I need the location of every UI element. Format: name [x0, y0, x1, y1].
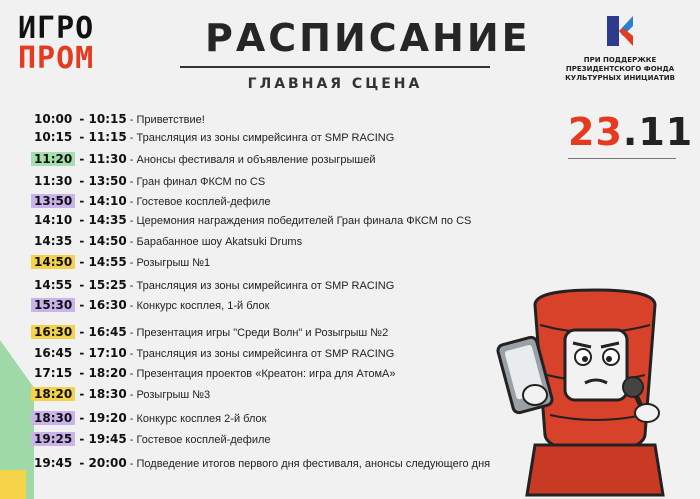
schedule-time — [34, 278, 127, 292]
page-subtitle: ГЛАВНАЯ СЦЕНА — [247, 76, 423, 92]
schedule-end-time: - 20:00 — [75, 456, 127, 470]
schedule-row — [34, 211, 471, 229]
schedule-time — [34, 234, 127, 248]
schedule-start-time: 16:30 — [31, 325, 75, 339]
schedule-description: - Подведение итогов первого дня фестиваля, анонсы следующего дня — [126, 458, 491, 470]
schedule-time — [34, 255, 127, 269]
schedule-description: - Анонсы фестиваля и объявление розыгрышей — [126, 154, 376, 166]
schedule-description: - Приветствие! — [126, 114, 205, 126]
decor-yellow-shape — [0, 470, 26, 499]
logo-line2: ПРОМ — [18, 41, 95, 76]
fund-text: ПРИ ПОДДЕРЖКЕ ПРЕЗИДЕНТСКОГО ФОНДА КУЛЬТУРНЫХ ИНИЦИАТИВ — [565, 56, 675, 82]
schedule-row — [34, 232, 302, 250]
schedule-end-time: - 18:20 — [75, 366, 127, 380]
schedule-time — [34, 213, 127, 227]
schedule-time — [34, 130, 127, 144]
date-dot: . — [622, 110, 639, 154]
date-day: 23 — [568, 110, 623, 154]
schedule-end-time: - 16:45 — [75, 325, 127, 339]
schedule-description: - Розыгрыш №1 — [126, 257, 211, 269]
page-title: РАСПИСАНИЕ — [205, 16, 531, 60]
schedule-start-time: 14:35 — [34, 234, 73, 248]
schedule-end-time: - 13:50 — [75, 174, 127, 188]
mascot-illustration — [495, 285, 695, 499]
schedule-time — [34, 456, 127, 470]
schedule-time — [34, 411, 127, 425]
schedule-description: - Трансляция из зоны симрейсинга от SMP RACING — [126, 132, 395, 144]
schedule-start-time: 10:15 — [34, 130, 73, 144]
schedule-time — [34, 174, 127, 188]
schedule-row — [34, 276, 394, 294]
schedule-time — [34, 346, 127, 360]
schedule-time — [34, 298, 127, 312]
schedule-start-time: 17:15 — [34, 366, 73, 380]
schedule-description: - Трансляция из зоны симрейсинга от SMP RACING — [126, 348, 395, 360]
schedule-row — [34, 192, 271, 210]
schedule-row — [34, 128, 394, 146]
schedule-start-time: 18:20 — [31, 387, 75, 401]
fund-logo — [555, 14, 685, 83]
schedule-row — [34, 110, 205, 128]
schedule-row — [34, 172, 265, 190]
schedule-end-time: - 10:15 — [75, 112, 127, 126]
schedule-end-time: - 11:15 — [75, 130, 127, 144]
schedule-row — [34, 430, 271, 448]
schedule-time — [34, 387, 127, 401]
schedule-end-time: - 14:50 — [75, 234, 127, 248]
schedule-row — [34, 409, 266, 427]
schedule-description: - Гостевое косплей-дефиле — [126, 196, 271, 208]
schedule-row — [34, 364, 396, 382]
logo-line1: ИГРО — [18, 11, 95, 46]
schedule-end-time: - 15:25 — [75, 278, 127, 292]
schedule-description: - Презентация проектов «Креатон: игра для АтомА» — [126, 368, 396, 380]
schedule-end-time: - 16:30 — [75, 298, 127, 312]
schedule-time — [34, 112, 127, 126]
date-month: 11 — [638, 110, 694, 154]
schedule-row — [34, 296, 270, 314]
schedule-description: - Гран финал ФКСМ по CS — [126, 176, 266, 188]
event-date — [568, 110, 693, 154]
schedule-time — [34, 325, 127, 339]
schedule-description: - Конкурс косплея, 1-й блок — [126, 300, 270, 312]
schedule-time — [34, 194, 127, 208]
schedule-start-time: 13:50 — [31, 194, 75, 208]
schedule-start-time: 18:30 — [31, 411, 75, 425]
schedule-start-time: 19:45 — [34, 456, 73, 470]
schedule-description: - Конкурс косплея 2-й блок — [126, 413, 267, 425]
schedule-start-time: 11:30 — [34, 174, 73, 188]
schedule-start-time: 11:20 — [31, 152, 75, 166]
schedule-time — [34, 366, 127, 380]
schedule-end-time: - 17:10 — [75, 346, 127, 360]
schedule-row — [34, 454, 490, 472]
date-underline — [568, 158, 676, 159]
schedule-time — [34, 152, 127, 166]
schedule-end-time: - 14:35 — [75, 213, 127, 227]
fund-mark-icon — [603, 14, 637, 48]
schedule-end-time: - 14:10 — [75, 194, 127, 208]
schedule-start-time: 10:00 — [34, 112, 73, 126]
schedule-start-time: 14:10 — [34, 213, 73, 227]
title-divider — [180, 66, 490, 68]
igroprom-logo — [18, 11, 118, 76]
schedule-end-time: - 18:30 — [75, 387, 127, 401]
schedule-end-time: - 19:45 — [75, 432, 127, 446]
schedule-start-time: 15:30 — [31, 298, 75, 312]
schedule-time — [34, 432, 127, 446]
schedule-end-time: - 14:55 — [75, 255, 127, 269]
schedule-description: - Барабанное шоу Akatsuki Drums — [126, 236, 303, 248]
schedule-start-time: 16:45 — [34, 346, 73, 360]
schedule-start-time: 14:55 — [34, 278, 73, 292]
schedule-description: - Розыгрыш №3 — [126, 389, 211, 401]
schedule-row — [34, 253, 210, 271]
schedule-description: - Гостевое косплей-дефиле — [126, 434, 271, 446]
schedule-row — [34, 150, 376, 168]
schedule-description: - Презентация игры "Среди Волн" и Розыгрыш №2 — [126, 327, 389, 339]
schedule-description: - Трансляция из зоны симрейсинга от SMP RACING — [126, 280, 395, 292]
schedule-row — [34, 323, 388, 341]
schedule-start-time: 14:50 — [31, 255, 75, 269]
schedule-row — [34, 385, 210, 403]
schedule-row — [34, 344, 394, 362]
schedule-end-time: - 19:20 — [75, 411, 127, 425]
schedule-description: - Церемония награждения победителей Гран финала ФКСМ по CS — [126, 215, 472, 227]
schedule-start-time: 19:25 — [31, 432, 75, 446]
schedule-end-time: - 11:30 — [75, 152, 127, 166]
